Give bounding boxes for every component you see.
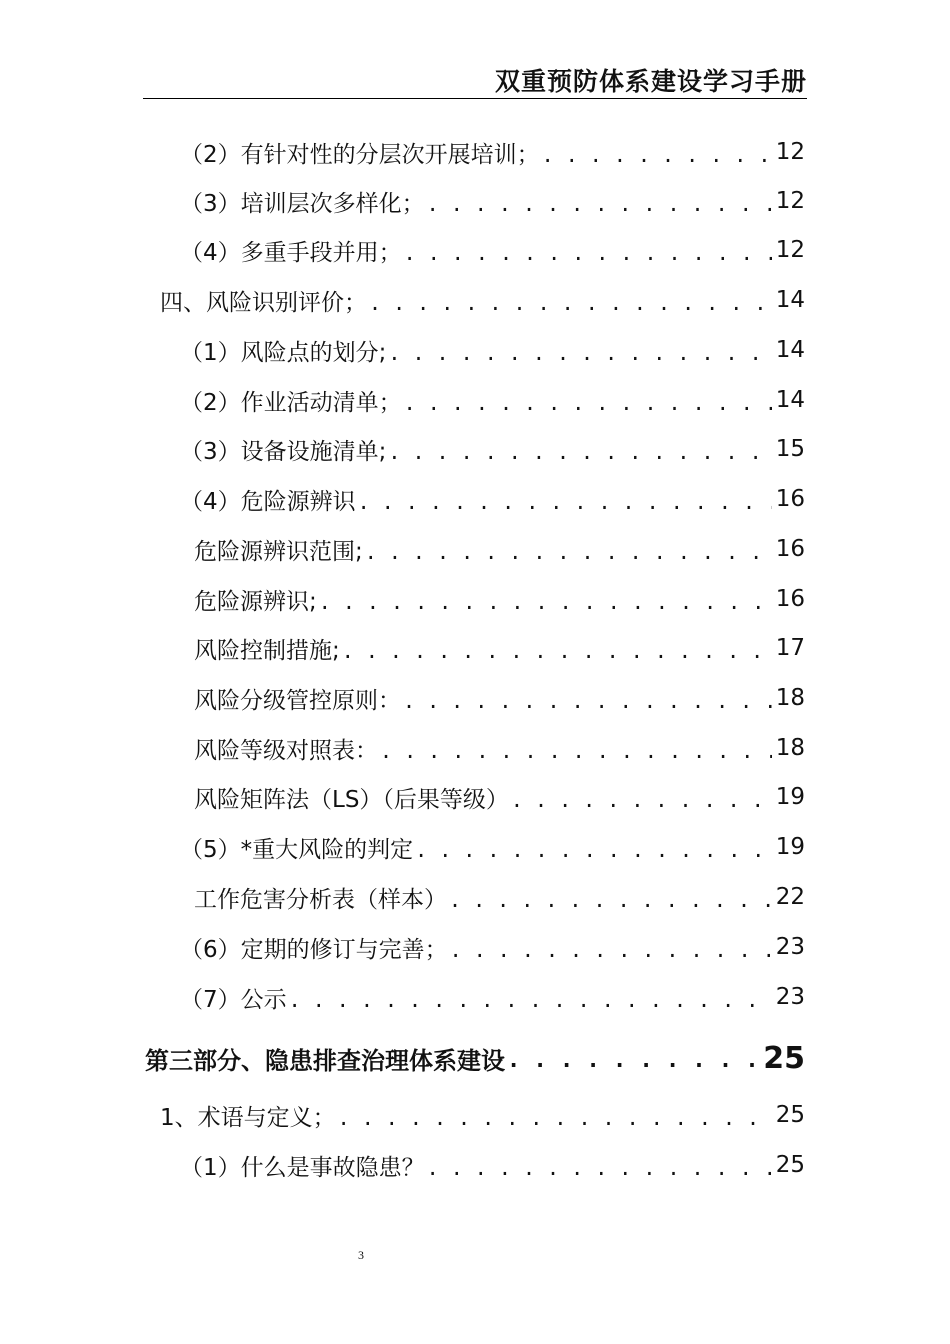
toc-dot-leader [415, 834, 772, 860]
toc-entry-page: 25 [775, 1152, 805, 1178]
toc-entry-label: （1）风险点的划分; [180, 339, 387, 366]
toc-entry[interactable] [194, 624, 805, 672]
toc-entry-label: （2）有针对性的分层次开展培训； [180, 141, 540, 168]
toc-entry[interactable] [180, 177, 805, 225]
toc-entry-label: （4）危险源辨识 [180, 488, 356, 515]
toc-entry-page: 18 [775, 735, 805, 761]
toc-dot-leader [342, 635, 772, 661]
toc-entry-page: 12 [775, 139, 805, 165]
toc-entry-label: 风险分级管控原则： [194, 687, 401, 714]
toc-entry-page: 12 [775, 188, 805, 214]
toc-entry[interactable] [160, 1091, 805, 1139]
toc-entry[interactable] [194, 575, 805, 623]
toc-entry-label: 风险控制措施; [194, 637, 340, 664]
toc-entry-page: 19 [775, 784, 805, 810]
toc-entry[interactable] [180, 823, 805, 871]
toc-dot-leader [319, 586, 772, 612]
toc-dot-leader [404, 387, 772, 413]
running-header-title: 双重预防体系建设学习手册 [494, 67, 807, 96]
toc-dot-leader [289, 984, 772, 1010]
toc-dot-leader [427, 188, 772, 214]
toc-dot-leader [427, 1152, 772, 1178]
toc-entry-page: 23 [775, 934, 805, 960]
toc-entry-page: 15 [775, 436, 805, 462]
toc-entry-label: 危险源辨识范围; [194, 538, 363, 565]
toc-entry[interactable] [180, 1141, 805, 1189]
toc-entry-label: 四、风险识别评价； [160, 289, 367, 316]
toc-entry-page: 14 [775, 287, 805, 313]
toc-entry[interactable] [194, 724, 805, 772]
toc-dot-leader [388, 436, 771, 462]
toc-dot-leader [404, 237, 772, 263]
toc-entry-label: 风险等级对照表： [194, 737, 378, 764]
toc-dot-leader [358, 486, 772, 512]
toc-entry-label: 第三部分、隐患排查治理体系建设 [145, 1046, 505, 1075]
toc-entry-page: 16 [775, 536, 805, 562]
header-rule [143, 98, 807, 99]
toc-dot-leader [403, 685, 772, 711]
toc-dot-leader [507, 1044, 759, 1072]
toc-entry-label: （3）培训层次多样化； [180, 190, 425, 217]
toc-entry-page: 23 [775, 984, 805, 1010]
toc-entry-label: （5）*重大风险的判定 [180, 836, 414, 863]
toc-entry[interactable] [180, 376, 805, 424]
toc-dot-leader [388, 337, 771, 363]
toc-entry-page: 17 [775, 635, 805, 661]
toc-entry-label: （4）多重手段并用； [180, 239, 402, 266]
toc-entry[interactable] [180, 226, 805, 274]
toc-dot-leader [449, 884, 772, 910]
toc-entry[interactable] [194, 773, 805, 821]
toc-entry-label: （1）什么是事故隐患？ [180, 1154, 425, 1181]
toc-entry-label: 工作危害分析表（样本） [194, 886, 447, 913]
toc-entry-page: 25 [763, 1040, 805, 1076]
toc-entry-label: 危险源辨识; [194, 588, 317, 615]
toc-entry[interactable] [180, 425, 805, 473]
toc-entry-label: 1、术语与定义； [160, 1104, 336, 1131]
toc-dot-leader [511, 784, 772, 810]
toc-dot-leader [369, 287, 772, 313]
toc-entry[interactable] [180, 326, 805, 374]
toc-entry[interactable] [180, 923, 805, 971]
toc-entry-label: （2）作业活动清单； [180, 389, 402, 416]
toc-entry[interactable] [194, 525, 805, 573]
toc-entry-page: 22 [775, 884, 805, 910]
toc-dot-leader [380, 735, 772, 761]
toc-entry-page: 12 [775, 237, 805, 263]
toc-entry-label: 风险矩阵法（LS）（后果等级） [194, 786, 509, 813]
toc-entry[interactable] [180, 973, 805, 1021]
toc-entry[interactable] [180, 128, 805, 176]
toc-entry[interactable] [180, 475, 805, 523]
toc-entry-page: 18 [775, 685, 805, 711]
toc-entry[interactable] [160, 276, 805, 324]
toc-dot-leader [338, 1102, 772, 1128]
toc-entry-page: 16 [775, 486, 805, 512]
toc-dot-leader [365, 536, 772, 562]
toc-entry[interactable] [194, 873, 805, 921]
toc-dot-leader [542, 139, 772, 165]
toc-entry-page: 16 [775, 586, 805, 612]
page-number: 3 [358, 1248, 364, 1262]
toc-entry-label: （6）定期的修订与完善； [180, 936, 448, 963]
toc-dot-leader [450, 934, 772, 960]
toc-entry-page: 14 [775, 387, 805, 413]
toc-entry-page: 25 [775, 1102, 805, 1128]
toc-entry[interactable] [194, 674, 805, 722]
toc-entry-label: （3）设备设施清单; [180, 438, 387, 465]
toc-entry-label: （7）公示 [180, 986, 287, 1013]
toc-entry-page: 14 [775, 337, 805, 363]
toc-entry-part[interactable] [145, 1034, 805, 1082]
toc-entry-page: 19 [775, 834, 805, 860]
